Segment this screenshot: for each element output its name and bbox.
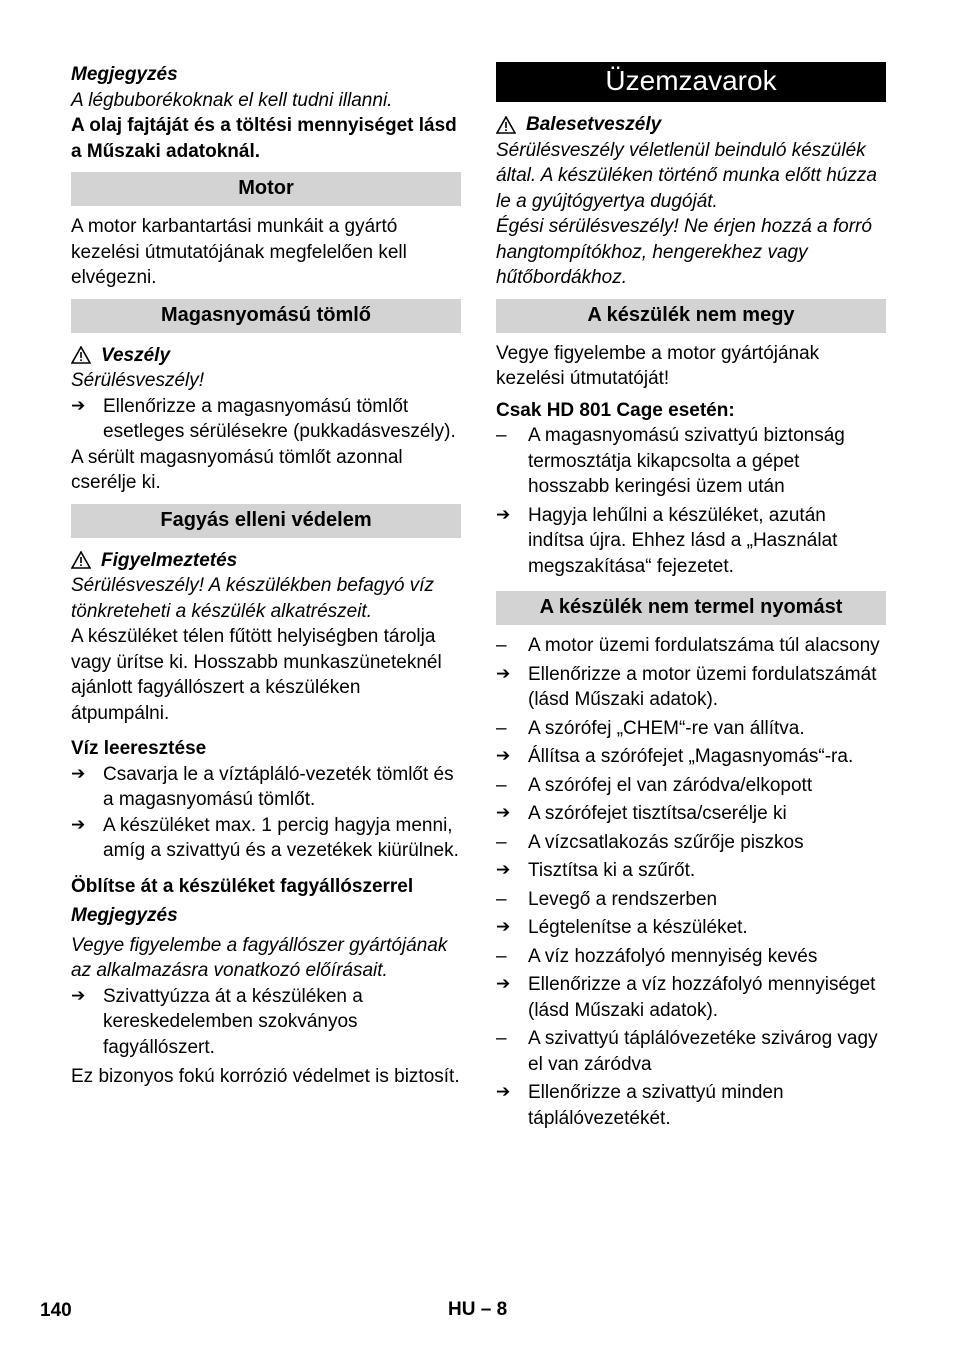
arrow-icon: ➔ [496,1082,511,1102]
list-item: – A vízcsatlakozás szűrője piszkos [496,830,886,856]
subheading-flush: Öblítse át a készüléket fagyállószerrel [71,875,414,897]
list-item: ➔ Légtelenítse a készüléket. [496,915,886,941]
arrow-icon: ➔ [496,663,511,684]
section-heading-motor: Motor [71,172,461,206]
list-item: ➔ Csavarja le a víztápláló-vezeték tömlőt és a magasnyomású tömlőt. [71,763,454,810]
section-heading-not-running: A készülék nem megy [496,299,886,333]
arrow-icon: ➔ [71,814,86,835]
warning-text: Sérülésveszély véletlenül beinduló készülék által. A készüléken történő munka előtt húzza le a gyújtógyertya dugóját. [496,139,877,212]
list-item: ➔ Tisztítsa ki a szűrőt. [496,858,886,884]
dash-icon: – [496,945,507,967]
warning-text: Égési sérülésveszély! Ne érjen hozzá a forró hangtompítókhoz, hengerekhez vagy hűtőbordákhoz. [496,216,872,288]
warning-triangle-icon [71,551,91,569]
warning-line [71,343,461,369]
arrow-icon: ➔ [496,917,511,937]
list-item: – A magasnyomású szivattyú biztonság termosztátja kikapcsolta a gépet hosszabb keringési üzem után [496,425,845,497]
arrow-icon: ➔ [496,974,511,994]
arrow-icon: ➔ [71,395,86,416]
warning-text: Sérülésveszély! [71,370,205,391]
list-item: – A motor üzemi fordulatszáma túl alacsony [496,633,886,659]
right-column [496,62,886,1131]
warning-label: Figyelmeztetés [101,549,238,571]
list-item: – A víz hozzáfolyó mennyiség kevés [496,944,886,970]
left-column [71,62,461,1090]
warning-text: Sérülésveszély! A készülékben befagyó víz tönkreteheti a készülék alkatrészeit. [71,575,434,622]
list-item: ➔ Szivattyúzza át a készüléken a kereskedelemben szokványos fagyállószert. [71,985,363,1058]
dash-icon: – [496,831,507,853]
note-heading: Megjegyzés [71,905,178,926]
arrow-icon: ➔ [496,860,511,880]
not-running-text: Vegye figyelembe a motor gyártójának kezelési útmutatóját! [496,342,820,389]
arrow-icon: ➔ [496,504,511,525]
note-text: A légbuborékoknak el kell tudni illanni. [71,89,393,111]
list-item: – Levegő a rendszerben [496,887,886,913]
arrow-icon: ➔ [71,985,86,1006]
list-item: ➔ Ellenőrizze a szivattyú minden táplálóvezetékét. [496,1082,784,1129]
subheading-hd801: Csak HD 801 Cage esetén: [496,399,735,421]
warning-label: Balesetveszély [526,114,662,135]
troubleshooting-list [496,423,886,579]
dash-icon: – [496,1028,507,1049]
page-number: 140 [40,1300,72,1321]
list-item: ➔ Ellenőrizze a magasnyomású tömlőt esetleges sérülésekre (pukkadásveszély). [71,395,456,442]
note-bold-text: A olaj fajtáját és a töltési mennyiséget lásd a Műszaki adatoknál. [71,115,457,162]
page-footer-label: HU – 8 [448,1299,508,1320]
hose-text: A sérült magasnyomású tömlőt azonnal cserélje ki. [71,446,403,493]
dash-icon: – [496,774,507,796]
list-item: – A szivattyú táplálóvezetéke szivárog vagy el van záródva [496,1028,878,1075]
dash-icon: – [496,717,507,739]
list-item: ➔ Állítsa a szórófejet „Magasnyomás“-ra. [496,744,886,770]
note-heading: Megjegyzés [71,64,178,85]
flush-text: Ez bizonyos fokú korrózió védelmet is biztosít. [71,1066,460,1087]
list-item: – A szórófej el van záródva/elkopott [496,773,886,799]
troubleshooting-list [496,633,886,1131]
warning-triangle-icon [71,346,91,364]
list-item: – A szórófej „CHEM“-re van állítva. [496,716,886,742]
list-item: ➔ A szórófejet tisztítsa/cserélje ki [496,801,886,827]
dash-icon: – [496,425,507,446]
warning-label: Veszély [101,344,171,366]
warning-line [496,112,886,138]
subheading-drain: Víz leeresztése [71,738,207,759]
list-item: ➔ Hagyja lehűlni a készüléket, azután indítsa újra. Ehhez lásd a „Használat megszakítása“ fejezetet. [496,504,838,577]
frost-text: A készüléket télen fűtött helyiségben tárolja vagy ürítse ki. Hosszabb munkaszüneteknél ajánlott fagyállószert a készüléken átpumpálni. [71,626,442,724]
chapter-title: Üzemzavarok [496,62,886,102]
motor-text: A motor karbantartási munkáit a gyártó kezelési útmutatójának megfelelően kell elvégezni. [71,216,407,288]
arrow-icon: ➔ [496,803,511,823]
list-item: ➔ Ellenőrizze a motor üzemi fordulatszámát (lásd Műszaki adatok). [496,663,877,710]
list-item: ➔ A készüléket max. 1 percig hagyja menni, amíg a szivattyú és a vezetékek kiürülnek. [71,814,459,861]
dash-icon: – [496,888,507,910]
arrow-icon: ➔ [496,746,511,766]
list-item: ➔ Ellenőrizze a víz hozzáfolyó mennyiséget (lásd Műszaki adatok). [496,974,876,1021]
warning-line [71,548,461,574]
section-heading-frost: Fagyás elleni védelem [71,504,461,538]
warning-triangle-icon [496,116,516,134]
arrow-icon: ➔ [71,763,86,784]
dash-icon: – [496,635,507,656]
section-heading-no-pressure: A készülék nem termel nyomást [496,591,886,625]
section-heading-hose: Magasnyomású tömlő [71,299,461,333]
note-text: Vegye figyelembe a fagyállószer gyártójának az alkalmazásra vonatkozó előírásait. [71,934,448,981]
